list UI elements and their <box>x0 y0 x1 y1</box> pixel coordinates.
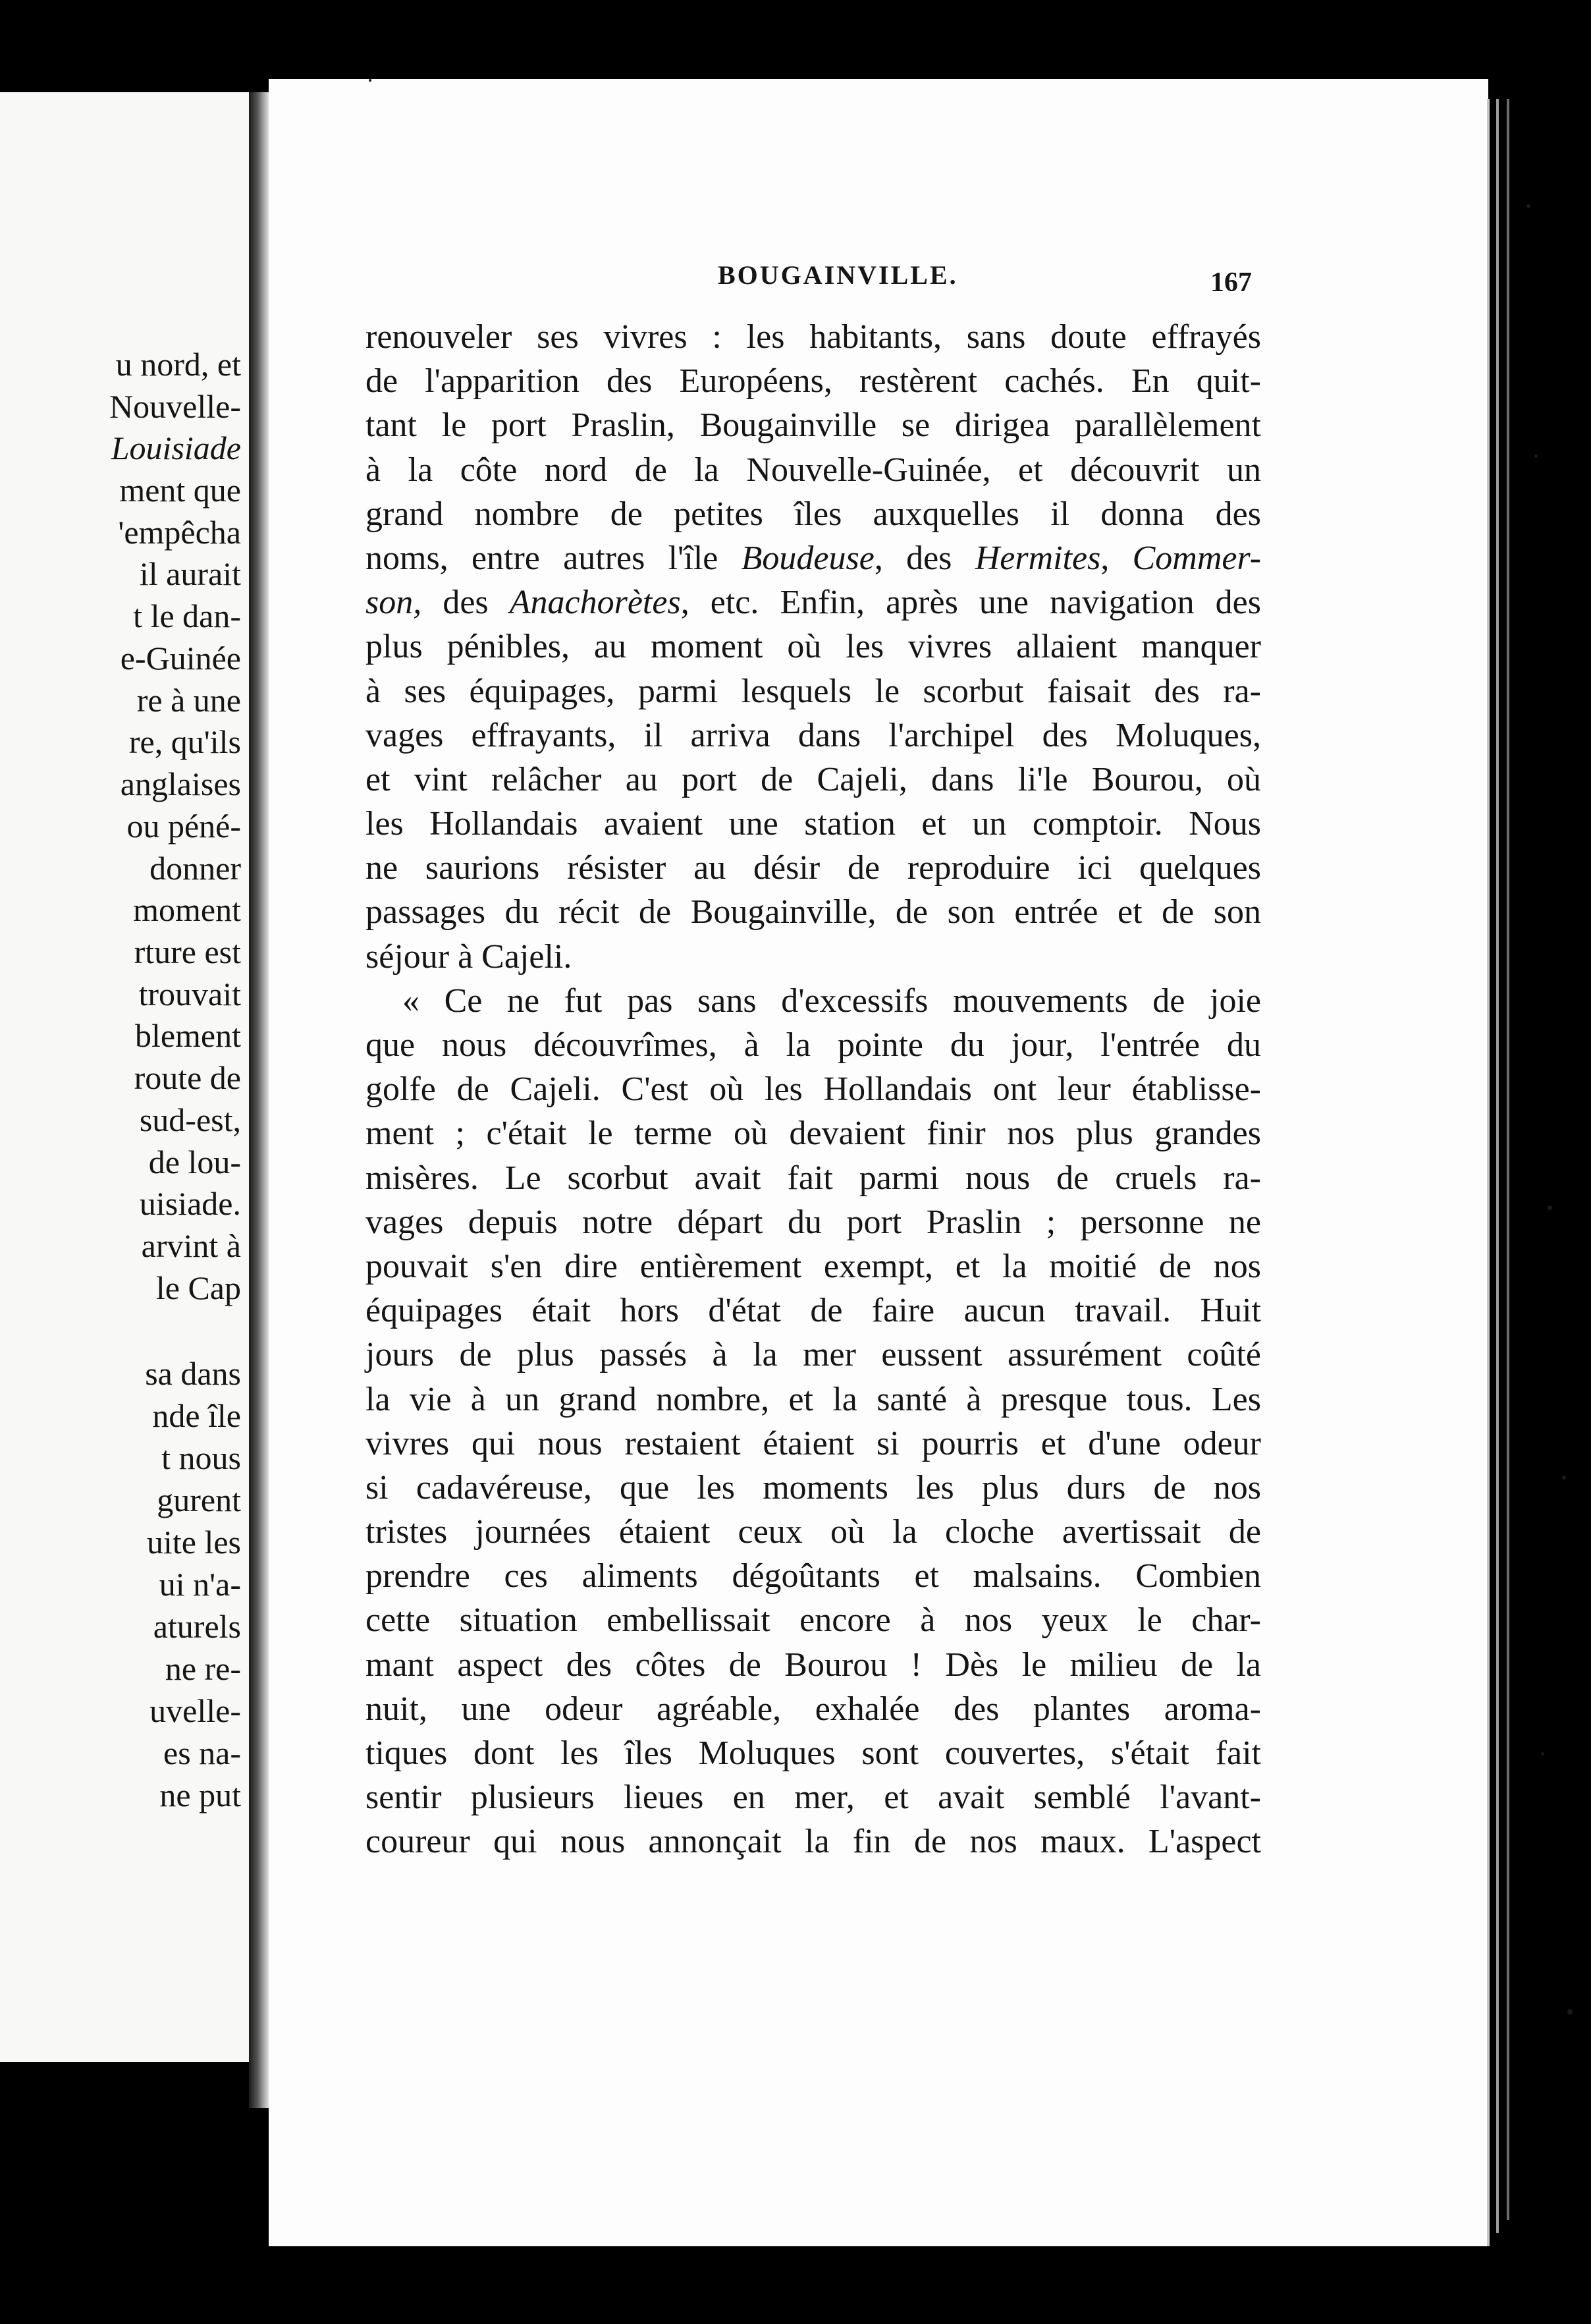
left-page-line: e-Guinée <box>120 640 241 677</box>
text-span: renouveler ses vivres : les habitants, sans doute effrayés <box>365 318 1261 356</box>
text-line <box>365 1554 1261 1598</box>
left-page-line: es na- <box>163 1734 241 1771</box>
text-span: tant le port Praslin, Bougainville se dirigea parallèlement <box>365 406 1261 445</box>
text-line <box>365 1775 1261 1819</box>
left-page-line: route de <box>134 1059 241 1096</box>
left-page-line: sa dans <box>145 1355 241 1392</box>
left-page-line: u nord, et <box>115 346 241 383</box>
text-span: ne saurions résister au désir de reproduire ici quelques <box>365 849 1261 887</box>
text-span: prendre ces aliments dégoûtants et malsains. Combien <box>365 1557 1261 1595</box>
left-page <box>0 92 249 2062</box>
left-page-line: le Cap <box>155 1269 241 1306</box>
scan-speck <box>1567 2009 1573 2014</box>
text-line <box>365 1510 1261 1554</box>
text-span: passages du récit de Bougainville, de son entrée et de son <box>365 893 1261 931</box>
text-line <box>365 1067 1261 1111</box>
text-span: jours de plus passés à la mer eussent assurément coûté <box>365 1336 1261 1374</box>
left-page-line: Nouvelle- <box>109 388 241 425</box>
left-page-line: re à une <box>136 682 241 719</box>
text-line <box>365 669 1261 713</box>
italic-text: Anachorètes <box>509 584 681 622</box>
left-page-line: rture est <box>134 933 241 970</box>
text-line <box>365 1244 1261 1288</box>
italic-text: son, <box>365 584 422 622</box>
text-span: tristes journées étaient ceux où la cloche avertissait de <box>365 1513 1261 1551</box>
text-span: ment ; c'était le terme où devaient finir nos plus grandes <box>365 1115 1261 1153</box>
text-span: cette situation embellissait encore à nos yeux le char- <box>365 1601 1261 1640</box>
text-span: , des <box>874 539 975 577</box>
left-page-line: de lou- <box>148 1144 241 1180</box>
page-edge <box>1496 99 1499 2233</box>
scan-speck <box>1562 1476 1566 1480</box>
text-span: vivres qui nous restaient étaient si pourris et d'une odeur <box>365 1424 1261 1462</box>
text-span: grand nombre de petites îles auxquelles il donna des <box>365 495 1261 533</box>
text-span: de l'apparition des Européens, restèrent cachés. En quit- <box>365 362 1261 401</box>
text-line <box>365 315 1261 359</box>
left-page-line: aturels <box>153 1608 241 1645</box>
text-span: que nous découvrîmes, à la pointe du jour, l'entrée du <box>365 1026 1261 1064</box>
text-line <box>365 1156 1261 1200</box>
text-span: , etc. Enfin, après une navigation des <box>680 584 1261 622</box>
left-page-line: nde île <box>152 1397 241 1434</box>
text-span: équipages était hors d'état de faire aucun travail. Huit <box>365 1292 1261 1330</box>
text-line <box>365 1377 1261 1422</box>
left-page-line: donner <box>149 850 241 887</box>
text-span: golfe de Cajeli. C'est où les Hollandais ont leur établisse- <box>365 1070 1261 1109</box>
text-line <box>365 1466 1261 1510</box>
text-span: nuit, une odeur agréable, exhalée des plantes aroma- <box>365 1690 1261 1728</box>
text-span: les Hollandais avaient une station et un comptoir. Nous <box>365 805 1261 843</box>
text-line <box>365 1422 1261 1466</box>
text-line <box>365 403 1261 447</box>
text-span: la vie à un grand nombre, et la santé à presque tous. Les <box>365 1380 1261 1418</box>
text-line <box>365 846 1261 890</box>
text-line <box>365 758 1261 802</box>
scan-speck <box>1526 204 1530 208</box>
left-page-line: anglaises <box>120 765 241 802</box>
left-page-line: ne put <box>159 1777 241 1813</box>
left-page-line: moment <box>133 891 241 928</box>
page-edge <box>1507 99 1509 2220</box>
left-page-line: ui n'a- <box>159 1566 241 1603</box>
text-line <box>365 979 1261 1023</box>
page-edge <box>1487 99 1490 2246</box>
running-head: BOUGAINVILLE. <box>718 260 958 290</box>
left-page-line: uisiade. <box>139 1185 241 1222</box>
text-span: pouvait s'en dire entièrement exempt, et la moitié de nos <box>365 1247 1261 1285</box>
text-line <box>365 1023 1261 1067</box>
left-page-line: uite les <box>146 1524 241 1561</box>
text-span: si cadavéreuse, que les moments les plus durs de nos <box>365 1468 1261 1507</box>
text-span: vages depuis notre départ du port Praslin ; personne ne <box>365 1203 1261 1241</box>
scan-speck <box>1541 1752 1544 1756</box>
text-line <box>365 1200 1261 1244</box>
text-line <box>365 1111 1261 1155</box>
text-line <box>365 1687 1261 1731</box>
text-line <box>365 1643 1261 1687</box>
text-line <box>365 492 1261 536</box>
text-line <box>365 536 1261 580</box>
left-page-line: 'empêcha <box>118 514 241 551</box>
left-page-line: uvelle- <box>149 1692 241 1729</box>
left-page-line: blement <box>134 1017 241 1054</box>
text-span: et vint relâcher au port de Cajeli, dans li'le Bourou, où <box>365 760 1261 798</box>
scan-speck <box>1534 455 1538 458</box>
text-span: sentir plusieurs lieues en mer, et avait semblé l'avant- <box>365 1779 1261 1817</box>
text-span: misères. Le scorbut avait fait parmi nous de cruels ra- <box>365 1159 1261 1197</box>
text-line <box>365 1819 1261 1864</box>
text-line <box>365 359 1261 403</box>
text-span: vages effrayants, il arriva dans l'archipel des Moluques, <box>365 716 1261 754</box>
left-page-line: il aurait <box>139 555 241 592</box>
italic-text: Boudeuse <box>741 539 875 577</box>
text-line <box>365 1598 1261 1642</box>
text-line <box>365 580 1261 624</box>
text-line <box>365 624 1261 669</box>
text-line <box>365 890 1261 934</box>
left-page-line: re, qu'ils <box>128 723 241 760</box>
text-span: « Ce ne fut pas sans d'excessifs mouvements de joie <box>402 982 1261 1020</box>
text-span: à ses équipages, parmi lesquels le scorbut faisait des ra- <box>365 672 1261 710</box>
text-line <box>365 1333 1261 1377</box>
scan-speck <box>369 79 371 82</box>
left-page-line: trouvait <box>138 976 241 1012</box>
left-page-line: gurent <box>157 1481 241 1518</box>
page-number: 167 <box>1210 267 1252 298</box>
text-span: coureur qui nous annonçait la fin de nos maux. L'aspect <box>365 1823 1261 1861</box>
text-span: tiques dont les îles Moluques sont couvertes, s'était fait <box>365 1734 1261 1772</box>
text-span: des <box>421 584 510 622</box>
body-text <box>365 315 1261 1864</box>
text-span: à la côte nord de la Nouvelle-Guinée, et découvrit un <box>365 451 1261 489</box>
book-gutter <box>249 92 269 2108</box>
text-span: plus pénibles, au moment où les vivres allaient manquer <box>365 628 1261 666</box>
text-span: séjour à Cajeli. <box>365 937 572 976</box>
text-span: , <box>1100 539 1133 577</box>
left-page-line: ne re- <box>165 1650 241 1687</box>
left-page-line: ment que <box>119 472 241 509</box>
left-page-line: arvint à <box>141 1227 241 1264</box>
left-page-line: sud-est, <box>139 1101 241 1138</box>
italic-text: Commer- <box>1132 539 1262 577</box>
left-page-line: t nous <box>161 1439 241 1476</box>
text-line <box>365 1731 1261 1775</box>
text-line <box>365 713 1261 758</box>
left-page-line: t le dan- <box>133 597 241 634</box>
scan-speck <box>1548 1205 1552 1210</box>
text-line <box>365 1288 1261 1333</box>
left-page-line: ou péné- <box>126 808 241 844</box>
text-span: mant aspect des côtes de Bourou ! Dès le milieu de la <box>365 1646 1261 1684</box>
left-page-line: Louisiade <box>111 429 241 466</box>
italic-text: Hermites <box>975 539 1101 577</box>
text-line <box>365 935 1261 979</box>
text-line <box>365 802 1261 846</box>
text-line <box>365 448 1261 492</box>
text-span: noms, entre autres l'île <box>365 539 742 577</box>
